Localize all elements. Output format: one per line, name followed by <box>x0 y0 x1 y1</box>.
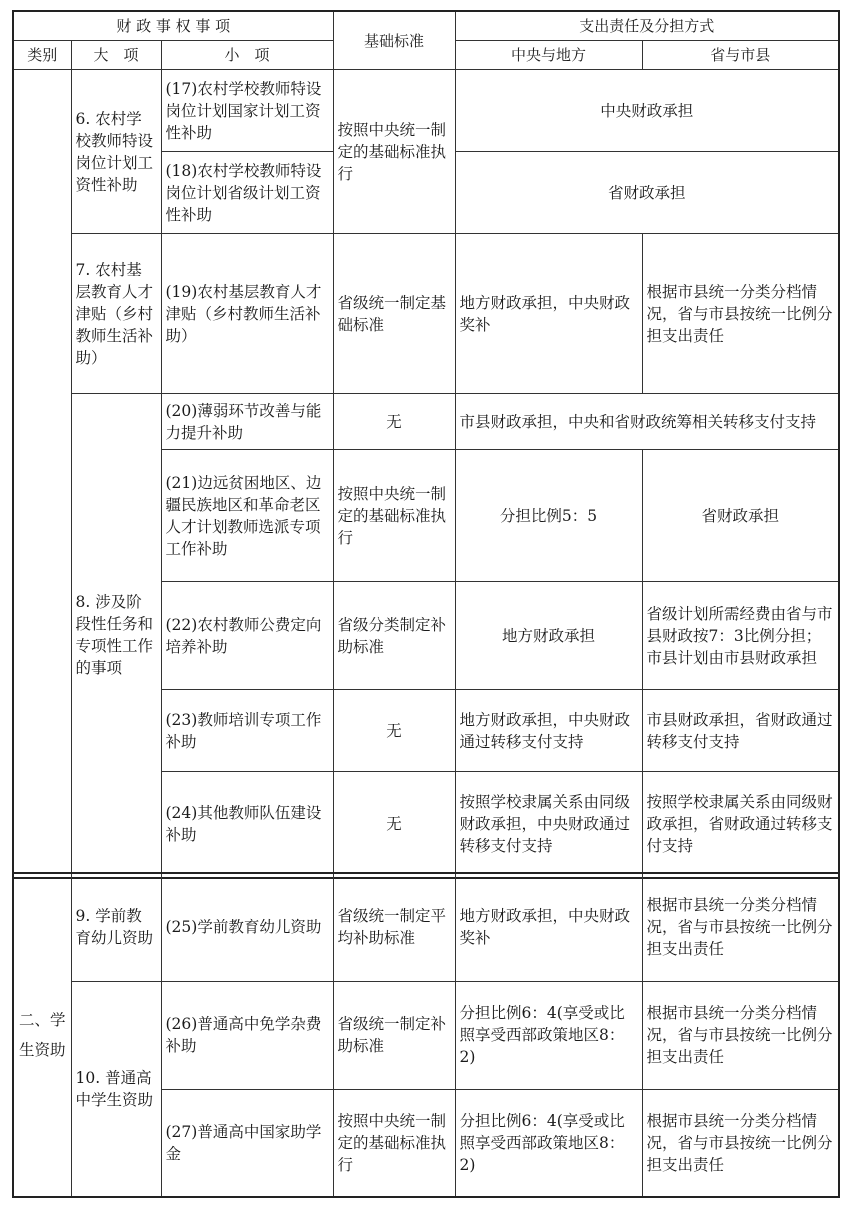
basic-standard-23: 无 <box>333 690 455 772</box>
basic-standard-19: 省级统一制定基础标准 <box>333 234 455 394</box>
province-city-22: 省级计划所需经费由省与市县财政按7：3比例分担；市县计划由市县财政承担 <box>642 582 839 690</box>
header-fiscal-power-items: 财 政 事 权 事 项 <box>13 11 333 41</box>
minor-item-26: (26)普通高中免学杂费补助 <box>161 981 333 1089</box>
fiscal-responsibility-table <box>12 10 840 879</box>
header-expenditure-responsibility: 支出责任及分担方式 <box>455 11 839 41</box>
major-item-9: 9. 学前教育幼儿资助 <box>71 873 161 981</box>
minor-item-23: (23)教师培训专项工作补助 <box>161 690 333 772</box>
major-item-10: 10. 普通高中学生资助 <box>71 981 161 1197</box>
responsibility-17: 中央财政承担 <box>455 70 839 152</box>
minor-item-17: (17)农村学校教师特设岗位计划国家计划工资性补助 <box>161 70 333 152</box>
central-local-25: 地方财政承担，中央财政奖补 <box>455 873 642 981</box>
minor-item-22: (22)农村教师公费定向培养补助 <box>161 582 333 690</box>
central-local-26: 分担比例6：4(享受或比照享受西部政策地区8：2) <box>455 981 642 1089</box>
header-basic-standard: 基础标准 <box>333 11 455 70</box>
header-major-item: 大 项 <box>71 41 161 70</box>
table-row <box>13 873 839 981</box>
minor-item-20: (20)薄弱环节改善与能力提升补助 <box>161 394 333 450</box>
table-row <box>13 70 839 152</box>
basic-standard-26: 省级统一制定补助标准 <box>333 981 455 1089</box>
header-minor-item: 小 项 <box>161 41 333 70</box>
category-student-aid: 二、学生资助 <box>13 873 71 1197</box>
major-item-7: 7. 农村基层教育人才津贴（乡村教师生活补助） <box>71 234 161 394</box>
basic-standard-27: 按照中央统一制定的基础标准执行 <box>333 1089 455 1197</box>
province-city-24: 按照学校隶属关系由同级财政承担，省财政通过转移支付支持 <box>642 772 839 878</box>
header-province-city: 省与市县 <box>642 41 839 70</box>
minor-item-19: (19)农村基层教育人才津贴（乡村教师生活补助） <box>161 234 333 394</box>
basic-standard-25: 省级统一制定平均补助标准 <box>333 873 455 981</box>
province-city-21: 省财政承担 <box>642 450 839 582</box>
responsibility-18: 省财政承担 <box>455 152 839 234</box>
table-row <box>13 981 839 1089</box>
header-central-local: 中央与地方 <box>455 41 642 70</box>
minor-item-18: (18)农村学校教师特设岗位计划省级计划工资性补助 <box>161 152 333 234</box>
province-city-23: 市县财政承担，省财政通过转移支付支持 <box>642 690 839 772</box>
central-local-22: 地方财政承担 <box>455 582 642 690</box>
responsibility-20: 市县财政承担，中央和省财政统筹相关转移支付支持 <box>455 394 839 450</box>
central-local-21: 分担比例5：5 <box>455 450 642 582</box>
minor-item-24: (24)其他教师队伍建设补助 <box>161 772 333 878</box>
central-local-23: 地方财政承担，中央财政通过转移支付支持 <box>455 690 642 772</box>
minor-item-25: (25)学前教育幼儿资助 <box>161 873 333 981</box>
province-city-25: 根据市县统一分类分档情况，省与市县按统一比例分担支出责任 <box>642 873 839 981</box>
central-local-19: 地方财政承担，中央财政奖补 <box>455 234 642 394</box>
basic-standard-22: 省级分类制定补助标准 <box>333 582 455 690</box>
basic-standard-17-18: 按照中央统一制定的基础标准执行 <box>333 70 455 234</box>
minor-item-21: (21)边远贫困地区、边疆民族地区和革命老区人才计划教师选派专项工作补助 <box>161 450 333 582</box>
province-city-19: 根据市县统一分类分档情况，省与市县按统一比例分担支出责任 <box>642 234 839 394</box>
table-row <box>13 394 839 450</box>
basic-standard-20: 无 <box>333 394 455 450</box>
major-item-6: 6. 农村学校教师特设岗位计划工资性补助 <box>71 70 161 234</box>
major-item-8: 8. 涉及阶段性任务和专项性工作的事项 <box>71 394 161 878</box>
table-row <box>13 234 839 394</box>
central-local-24: 按照学校隶属关系由同级财政承担，中央财政通过转移支付支持 <box>455 772 642 878</box>
basic-standard-24: 无 <box>333 772 455 878</box>
central-local-27: 分担比例6：4(享受或比照享受西部政策地区8：2) <box>455 1089 642 1197</box>
basic-standard-21: 按照中央统一制定的基础标准执行 <box>333 450 455 582</box>
student-aid-table <box>12 872 840 1198</box>
minor-item-27: (27)普通高中国家助学金 <box>161 1089 333 1197</box>
province-city-27: 根据市县统一分类分档情况，省与市县按统一比例分担支出责任 <box>642 1089 839 1197</box>
header-category: 类别 <box>13 41 71 70</box>
province-city-26: 根据市县统一分类分档情况，省与市县按统一比例分担支出责任 <box>642 981 839 1089</box>
category-cell-continued <box>13 70 71 878</box>
